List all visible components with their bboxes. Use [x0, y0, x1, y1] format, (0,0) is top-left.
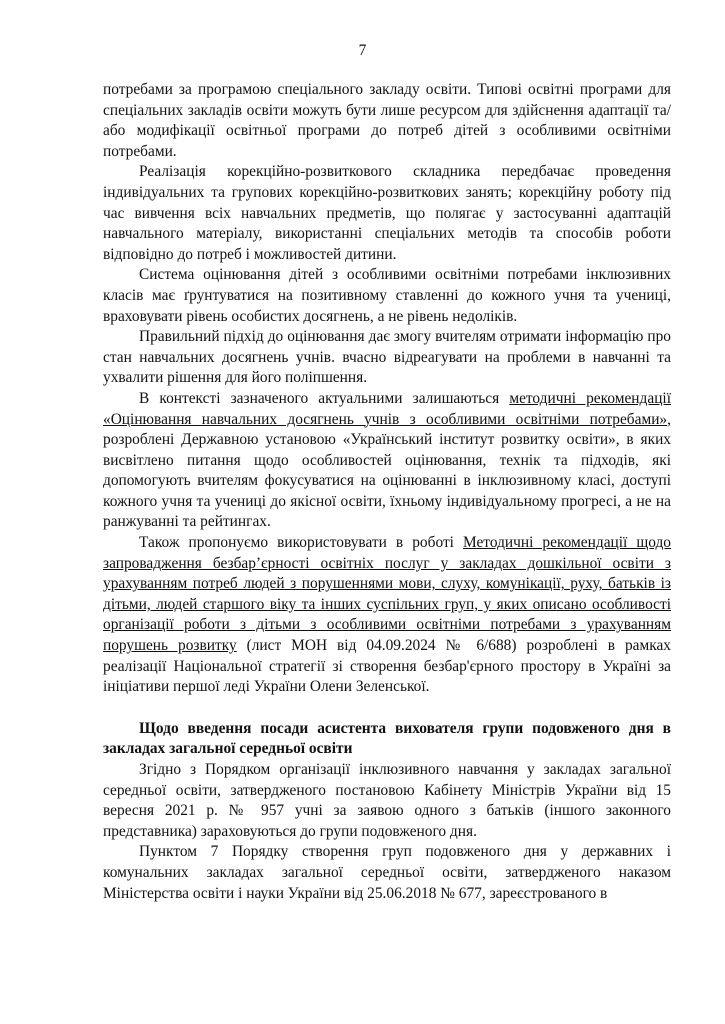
recommendations-link[interactable]: методичні рекомендації «Оцінювання навчальних досягнень учнів з особливими освітніми потребами» [103, 389, 671, 428]
paragraph: Система оцінювання дітей з особливими освітніми потребами інклюзивних класів має ґрунтуватися на позитивному ставленні до кожного учня та учениці, враховувати рівень особистих досягнень, а не рівень недоліків. [103, 266, 671, 325]
accessibility-recommendations-link[interactable]: Методичні рекомендації щодо запровадження безбар’єрності освітніх послуг у закладах дошкільної освіти з урахуванням потреб людей з порушеннями мови, слуху, комунікації, руху, батьків із дітьми, людей старшого віку та інших суспільних груп, у яких описано особливості організації роботи з дітьми з особливими освітніми потребами з урахуванням порушень розвитку [103, 534, 671, 655]
paragraph: Пунктом 7 Порядку створення груп подовженого дня у державних і комунальних закладах загальної середньої освіти, затвердженого наказом Міністерства освіти і науки України від 25.06.2018 № 677, зареєстрованого в [103, 843, 671, 902]
paragraph: потребами за програмою спеціального закладу освіти. Типові освітні програми для спеціальних закладів освіти можуть бути лише ресурсом для здійснення адаптації та/або модифікації освітньої програми до потреб дітей з особливими освітніми потребами. [103, 81, 671, 160]
paragraph [103, 533, 671, 698]
paragraph-text: Також пропонуємо використовувати в роботі [139, 534, 463, 552]
paragraph: Згідно з Порядком організації інклюзивного навчання у закладах загальної середньої освіти, затвердженого постановою Кабінету Міністрів України від 15 вересня 2021 р. № 957 учні за заявою одного з батьків (іншого законного представника) зараховуються до групи подовженого дня. [103, 761, 671, 840]
paragraph: Правильний підхід до оцінювання дає змогу вчителям отримати інформацію про стан навчальних досягнень учнів. вчасно відреагувати на проблеми в навчанні та ухвалити рішення для його поліпшення. [103, 328, 671, 387]
page-number: 7 [358, 42, 367, 59]
paragraph [103, 389, 671, 533]
paragraph-text: , розроблені Державною установою «Український інститут розвитку освіти», в яких висвітлено питання щодо особливостей оцінювання, технік та підходів, які допомогують вчителям фокусуватися на оцінюванні в інклюзивному класі, доступі кожного учня та учениці до якісної освіти, їхньому індивідуальному прогресі, а не на ранжуванні та рейтингах. [103, 410, 671, 531]
paragraph-text: (лист МОН від 04.09.2024 № 6/688) розроблені в рамках реалізації Національної стратегії зі створення безбар'єрного простору в Україні за ініціативи першої леді України Олени Зеленської. [103, 637, 671, 696]
paragraph-text: В контексті зазначеного актуальними залишаються [139, 389, 510, 407]
document-body [103, 80, 671, 904]
paragraph: Реалізація корекційно-розвиткового складника передбачає проведення індивідуальних та групових корекційно-розвиткових занять; корекційну роботу під час вивчення всіх навчальних предметів, що полягає у застосуванні адаптацій навчального матеріалу, використанні спеціальних методів та способів роботи відповідно до потреб і можливостей дитини. [103, 163, 671, 263]
section-heading: Щодо введення посади асистента вихователя групи подовженого дня в закладах загальної середньої освіти [103, 719, 671, 758]
